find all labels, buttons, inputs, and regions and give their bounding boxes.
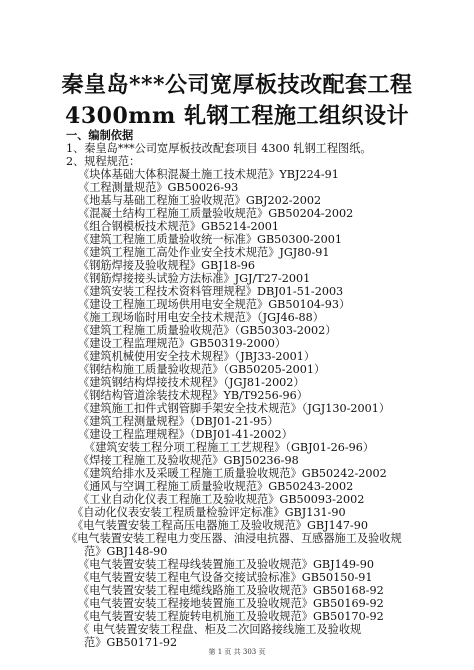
standard-line: 《电气装置安装工程母线装置施工及验收规范》GBJ149-90 bbox=[78, 558, 374, 571]
standard-line: 《建筑机械使用安全技术规程》（JBJ33-2001） bbox=[78, 350, 316, 363]
standard-line: 《建筑工程施工高处作业安全技术规范》JGJ80-91 bbox=[78, 246, 330, 259]
standard-line: 《 电气装置安装工程盘、柜及二次回路接线施工及验收规 bbox=[78, 623, 362, 636]
standard-line-continuation: 范》GBJ148-90 bbox=[84, 545, 168, 558]
standard-line: 《块体基础大体积混凝土施工技术规范》YBJ224-91 bbox=[78, 168, 339, 181]
standard-line: 《组合钢模板技术规范》GB5214-2001 bbox=[78, 220, 279, 233]
standard-line: 《建设工程施工现场供用电安全规范》GB50104-93） bbox=[78, 298, 351, 311]
standard-line: 《钢筋焊接及验收规程》GBJ18-96 bbox=[78, 259, 255, 272]
standard-line: 《地基与基础工程施工验收规范》GBJ202-2002 bbox=[78, 194, 322, 207]
standard-line-continuation: 范》GB50171-92 bbox=[84, 636, 178, 649]
standard-line: 《工程测量规范》GB50026-93 bbox=[78, 181, 239, 194]
standard-line: 《建筑工程施工质量验收规范》（GB50303-2002） bbox=[78, 324, 337, 337]
standard-line: 《混凝土结构工程施工质量验收规范》GB50204-2002 bbox=[78, 207, 354, 220]
standard-line: 《电气装置安装工程电缆线路施工及验收规范》GB50168-92 bbox=[78, 584, 384, 597]
standard-line: 《建设工程监理规范》GB50319-2000） bbox=[78, 337, 287, 350]
section-heading: 一、编制依据 bbox=[66, 128, 134, 142]
standard-line: 《建设工程监理规程》（DBJ01-41-2002） bbox=[78, 428, 293, 441]
document-title-line-2: 4300mm 轧钢工程施工组织设计 bbox=[65, 103, 409, 129]
standard-line: 《焊接工程施工及验收规范》GBJ50236-98 bbox=[78, 454, 299, 467]
standard-line: 《钢筋焊接接头试验方法标准》JGJ/T27-2001 bbox=[78, 272, 311, 285]
standard-line: 《建筑施工扣件式钢管脚手架安全技术规范》（JGJ130-2001） bbox=[78, 402, 391, 415]
standard-line: 《建筑工程施工质量验收统一标准》GB50300-2001 bbox=[78, 233, 342, 246]
standard-line: 《建筑给排水及采暖工程施工质量验收规范》GB50242-2002 bbox=[78, 467, 387, 480]
standard-line: 《电气装置安装工程电力变压器、油浸电抗器、互感器施工及验收规 bbox=[66, 532, 402, 545]
standard-line: 《钢结构管道涂装技术规程》YB/T9256-96） bbox=[78, 389, 308, 402]
document-title-line-1: 秦皇岛***公司宽厚板技改配套工程 bbox=[61, 72, 413, 98]
standard-line: 《电气装置安装工程接地装置施工及验收规范》GB50169-92 bbox=[78, 597, 384, 610]
standard-line: 《电气装置安装工程高压电器施工及验收规范》GBJ147-90 bbox=[72, 519, 368, 532]
standard-line: 《建筑安装工程技术资料管理规程》DBJ01-51-2003 bbox=[78, 285, 344, 298]
standard-line: 《建筑安装工程分项工程施工工艺规程》（GBJ01-26-96） bbox=[84, 441, 375, 454]
standard-line: 《工业自动化仪表工程施工及验收规范》GB50093-2002 bbox=[78, 493, 365, 506]
standard-line: 《建筑工程测量规程》（DBJ01-21-95） bbox=[78, 415, 279, 428]
basis-item-1: 1、秦皇岛***公司宽厚板技改配套项目 4300 轧钢工程图纸。 bbox=[66, 142, 372, 155]
standard-line: 《电气装置安装工程电气设备交接试验标准》GB50150-91 bbox=[78, 571, 373, 584]
standard-line: 《建筑钢结构焊接技术规程》（JGJ81-2002） bbox=[78, 376, 305, 389]
standard-line: 《钢结构施工质量验收规范》（GB50205-2001） bbox=[78, 363, 326, 376]
standard-line: 《通风与空调工程施工质量验收规范》GB50243-2002 bbox=[78, 480, 354, 493]
page-number: 第 1 页 共 303 页 bbox=[208, 648, 266, 656]
basis-item-2: 2、规程规范： bbox=[66, 155, 141, 168]
standard-line: 《自动化仪表安装工程质量检验评定标准》GBJ131-90 bbox=[72, 506, 346, 519]
standard-line: 《施工现场临时用电安全技术规范》（JGJ46-88） bbox=[78, 311, 324, 324]
standard-line: 《电气装置安装工程旋转电机施工及验收规范》GB50170-92 bbox=[78, 610, 384, 623]
